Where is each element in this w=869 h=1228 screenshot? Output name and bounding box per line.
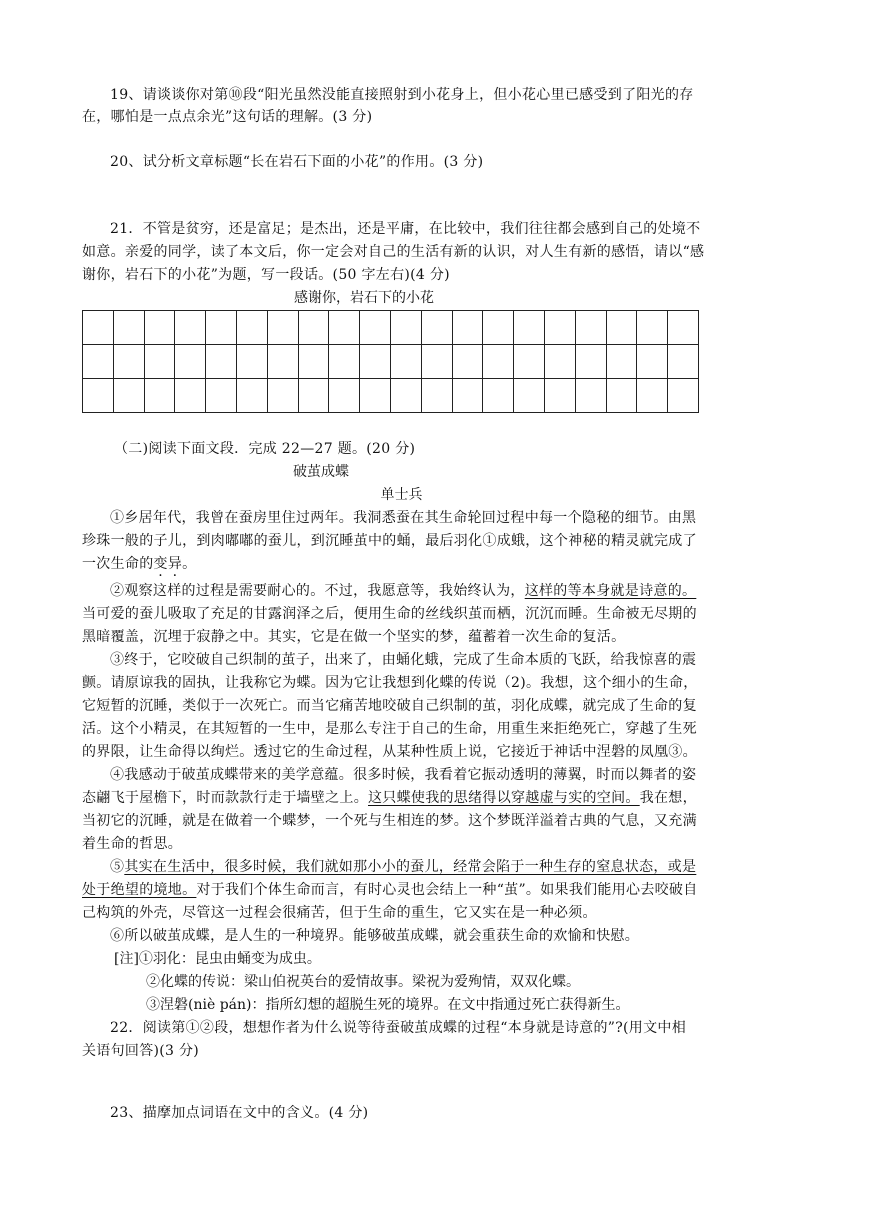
para3-line2: 颤。请原谅我的固执，让我称它为蝶。因为它让我想到化蝶的传说（2)。我想，这个细小的生命， (82, 675, 698, 691)
grid-cell[interactable] (514, 379, 545, 413)
grid-cell[interactable] (144, 379, 175, 413)
para2-line3: 黑暗覆盖，沉埋于寂静之中。其实，它是在做一个坚实的梦，蕴蓄着一次生命的复活。 (82, 629, 626, 645)
grid-cell[interactable] (298, 345, 329, 379)
q21-line1: 21．不管是贫穷，还是富足；是杰出，还是平庸，在比较中，我们往往都会感到自己的处境不 (110, 221, 701, 237)
grid-title: 感谢你，岩石下的小花 (294, 290, 434, 306)
grid-cell[interactable] (483, 379, 514, 413)
grid-cell[interactable] (206, 311, 237, 345)
q21-line3: 谢你，岩石下的小花”为题，写一段话。(50 字左右)(4 分) (82, 267, 450, 283)
grid-cell[interactable] (298, 311, 329, 345)
grid-cell[interactable] (514, 311, 545, 345)
grid-cell[interactable] (514, 345, 545, 379)
grid-cell[interactable] (175, 345, 206, 379)
grid-cell[interactable] (267, 311, 298, 345)
q19-line1: 19、请谈谈你对第⑩段“阳光虽然没能直接照射到小花身上，但小花心里已感受到了阳光的存 (110, 87, 694, 103)
grid-cell[interactable] (144, 345, 175, 379)
grid-cell[interactable] (606, 345, 637, 379)
para3-line3: 它短暂的沉睡，类似于一次死亡。而当它痛苦地咬破自己织制的茧，羽化成蝶，就完成了生命的复 (82, 698, 697, 714)
para5-line2 (82, 879, 787, 901)
grid-cell[interactable] (360, 379, 391, 413)
para2-line1 (82, 580, 787, 602)
grid-cell[interactable] (452, 379, 483, 413)
grid-cell[interactable] (483, 311, 514, 345)
grid-cell[interactable] (236, 345, 267, 379)
grid-cell[interactable] (83, 311, 114, 345)
dotted-word-1: 变 (153, 556, 168, 572)
grid-cell[interactable] (175, 311, 206, 345)
grid-cell[interactable] (113, 311, 144, 345)
grid-cell[interactable] (575, 311, 606, 345)
note-2: ②化蝶的传说：梁山伯祝英台的爱情故事。梁祝为爱殉情，双双化蝶。 (146, 974, 580, 990)
grid-cell[interactable] (298, 379, 329, 413)
grid-cell[interactable] (421, 311, 452, 345)
grid-cell[interactable] (360, 311, 391, 345)
q19-line2: 在，哪怕是一点点余光”这句话的理解。(3 分) (82, 109, 373, 125)
para1-line1: ①乡居年代，我曾在蚕房里住过两年。我洞悉蚕在其生命轮回过程中每一个隐秘的细节。由黑 (110, 510, 697, 526)
grid-row (83, 379, 699, 413)
underlined-sentence-1: 这样的等本身就是诗意的。 (524, 583, 697, 599)
grid-cell[interactable] (360, 345, 391, 379)
note-3: ③涅磐(niè pán)：指所幻想的超脱生死的境界。在文中指通过死亡获得新生。 (146, 997, 630, 1013)
para1-line3-end: 。 (182, 556, 197, 572)
grid-cell[interactable] (206, 379, 237, 413)
grid-cell[interactable] (236, 379, 267, 413)
para4-line2-end: 我在想， (639, 790, 697, 806)
note-1: [注]①羽化：昆虫由蛹变为成虫。 (114, 951, 321, 967)
grid-cell[interactable] (606, 311, 637, 345)
grid-cell[interactable] (329, 311, 360, 345)
answer-grid[interactable] (82, 310, 699, 413)
dotted-word-2: 异 (167, 556, 183, 572)
para1-line3-text: 一次生命的 (82, 556, 154, 572)
article-author: 单士兵 (380, 487, 423, 503)
grid-cell[interactable] (113, 379, 144, 413)
para5-line2-text: 对于我们个体生命而言，有时心灵也会结上一种“茧”。如果我们能用心去咬破自 (196, 882, 698, 898)
grid-cell[interactable] (267, 379, 298, 413)
para4-line3: 当初它的沉睡，就是在做着一个蝶梦，一个死与生相连的梦。这个梦既洋溢着古典的气息，又充满 (82, 813, 697, 829)
q23-text: 23、描摩加点词语在文中的含义。(4 分) (110, 1105, 369, 1121)
article-title: 破茧成蝶 (293, 464, 349, 480)
grid-cell[interactable] (544, 379, 575, 413)
grid-cell[interactable] (668, 379, 699, 413)
grid-cell[interactable] (113, 345, 144, 379)
para5-line3: 己构筑的外壳，尽管这一过程会很痛苦，但于生命的重生，它又实在是一种必须。 (82, 905, 597, 921)
grid-cell[interactable] (83, 345, 114, 379)
grid-cell[interactable] (575, 379, 606, 413)
grid-cell[interactable] (544, 311, 575, 345)
para1-line2: 珍珠一般的子儿，到肉嘟嘟的蚕儿，到沉睡茧中的蛹，最后羽化①成蛾，这个神秘的精灵就完成了 (82, 533, 697, 549)
grid-cell[interactable] (637, 379, 668, 413)
para4-line2 (82, 787, 787, 809)
grid-cell[interactable] (668, 345, 699, 379)
q21-line2: 如意。亲爱的同学，读了本文后，你一定会对自己的生活有新的认识，对人生有新的感悟，请以“感 (82, 244, 705, 260)
grid-row (83, 345, 699, 379)
grid-cell[interactable] (175, 379, 206, 413)
grid-cell[interactable] (452, 311, 483, 345)
grid-cell[interactable] (483, 345, 514, 379)
grid-cell[interactable] (236, 311, 267, 345)
para4-line2-text: 态翩飞于屋檐下，时而款款行走于墙壁之上。 (82, 790, 368, 806)
underlined-sentence-3b: 处于绝望的境地。 (82, 882, 197, 898)
grid-cell[interactable] (575, 345, 606, 379)
para6: ⑥所以破茧成蝶，是人生的一种境界。能够破茧成蝶，就会重获生命的欢愉和快慰。 (110, 928, 640, 944)
para3-line1: ③终于，它咬破自己织制的茧子，出来了，由蛹化蛾，完成了生命本质的飞跃，给我惊喜的震 (110, 652, 697, 668)
para4-line4: 着生命的哲思。 (82, 836, 183, 852)
grid-row (83, 311, 699, 345)
q22-line2: 关语句回答)(3 分) (82, 1043, 200, 1059)
grid-cell[interactable] (668, 311, 699, 345)
para3-line4: 活。这个小精灵，在其短暂的一生中，是那么专注于自己的生命，用重生来拒绝死亡，穿越了生死 (82, 721, 697, 737)
grid-cell[interactable] (390, 311, 421, 345)
grid-cell[interactable] (83, 379, 114, 413)
grid-cell[interactable] (329, 379, 360, 413)
grid-cell[interactable] (144, 311, 175, 345)
para2-line2: 当可爱的蚕儿吸取了充足的甘露润泽之后，便用生命的丝线织茧而栖，沉沉而睡。生命被无尽期的 (82, 606, 697, 622)
grid-cell[interactable] (452, 345, 483, 379)
para1-line3 (82, 553, 787, 575)
para5-marker: ⑤ (110, 859, 125, 875)
grid-cell[interactable] (390, 345, 421, 379)
grid-cell[interactable] (421, 345, 452, 379)
grid-cell[interactable] (637, 311, 668, 345)
grid-cell[interactable] (606, 379, 637, 413)
q22-line1: 22．阅读第①②段，想想作者为什么说等待蚕破茧成蝶的过程“本身就是诗意的”?(用文中相 (110, 1020, 686, 1036)
grid-cell[interactable] (544, 345, 575, 379)
para5-line1 (82, 856, 787, 878)
para4-line1: ④我感动于破茧成蝶带来的美学意蕴。很多时候，我看着它振动透明的薄翼，时而以舞者的姿 (110, 767, 697, 783)
grid-cell[interactable] (421, 379, 452, 413)
q20-text: 20、试分析文章标题“长在岩石下面的小花”的作用。(3 分) (110, 154, 484, 170)
grid-cell[interactable] (267, 345, 298, 379)
underlined-sentence-2: 这只蝶使我的思绪得以穿越虚与实的空间。 (368, 790, 640, 806)
grid-cell[interactable] (329, 345, 360, 379)
section-heading: （二)阅读下面文段．完成 22—27 题。(20 分) (114, 441, 416, 457)
underlined-sentence-3a: 其实在生活中，很多时候，我们就如那小小的蚕儿，经常会陷于一种生存的窒息状态，或是 (124, 859, 697, 875)
grid-cell[interactable] (637, 345, 668, 379)
grid-cell[interactable] (390, 379, 421, 413)
para3-line5: 的界限，让生命得以绚烂。透过它的生命过程，从某种性质上说，它接近于神话中涅磐的凤凰③。 (82, 744, 697, 760)
grid-cell[interactable] (206, 345, 237, 379)
para2-line1-text: ②观察这样的过程是需要耐心的。不过，我愿意等，我始终认为， (110, 583, 525, 599)
